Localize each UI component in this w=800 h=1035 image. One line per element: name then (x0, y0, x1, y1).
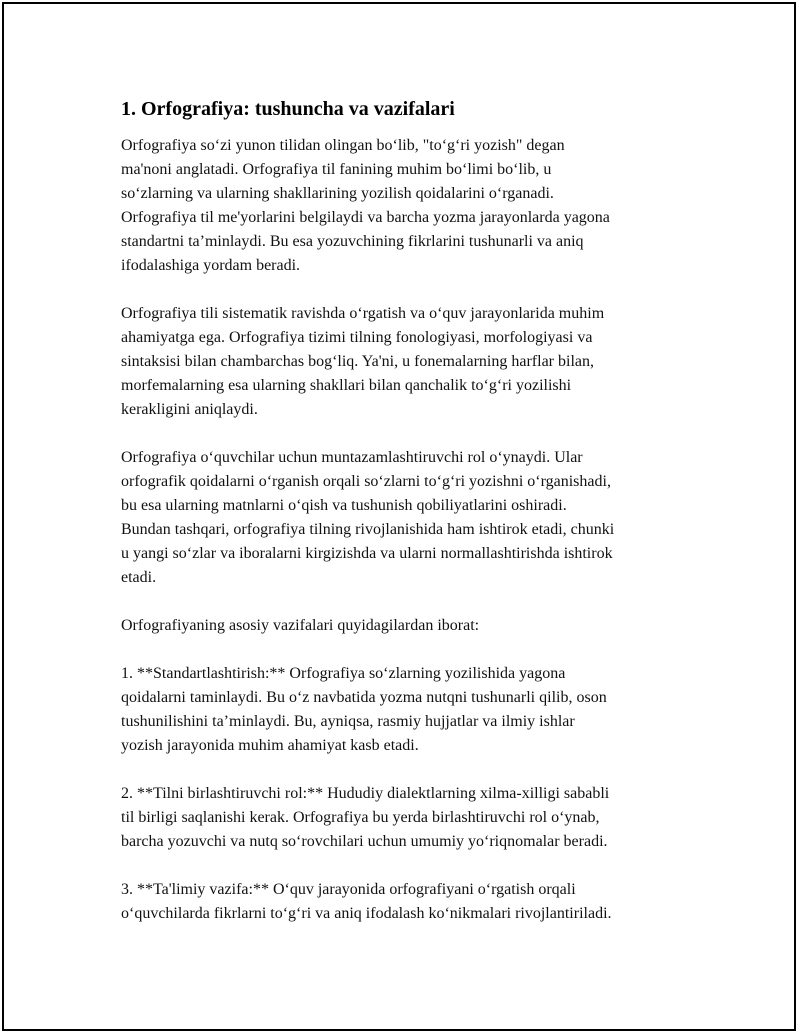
text-line: orfografik qoidalarni o‘rganish orqali so‘zlarni to‘g‘ri yozishni o‘rganishadi, (121, 473, 611, 490)
text-line: Orfografiyaning asosiy vazifalari quyidagilardan iborat: (121, 617, 480, 634)
text-line: ma'noni anglatadi. Orfografiya til fanining muhim bo‘limi bo‘lib, u (121, 161, 552, 178)
text-line: 1. **Standartlashtirish:** Orfografiya so‘zlarning yozilishida yagona (121, 665, 566, 682)
text-line: ahamiyatga ega. Orfografiya tizimi tilning fonologiyasi, morfologiyasi va (121, 329, 593, 346)
text-line: u yangi so‘zlar va iboralarni kirgizishda va ularni normallashtirishda ishtirok (121, 545, 613, 562)
text-line: 3. **Ta'limiy vazifa:** O‘quv jarayonida orfografiyani o‘rgatish orqali (121, 881, 576, 898)
text-line: Bundan tashqari, orfografiya tilning rivojlanishida ham ishtirok etadi, chunki (121, 521, 615, 538)
text-line: qoidalarni taminlaydi. Bu o‘z navbatida yozma nutqni tushunarli qilib, oson (121, 689, 607, 706)
text-line: 2. **Tilni birlashtiruvchi rol:** Hududiy dialektlarning xilma-xilligi sababli (121, 785, 610, 802)
list-item-unifying-role (121, 782, 691, 854)
text-line: standartni ta’minlaydi. Bu esa yozuvchining fikrlarini tushunarli va aniq (121, 233, 584, 250)
document-body (121, 96, 691, 950)
paragraph-system (121, 302, 691, 422)
text-line: o‘quvchilarda fikrlarni to‘g‘ri va aniq ifodalash ko‘nikmalari rivojlantiriladi. (121, 905, 612, 922)
text-line: Orfografiya til me'yorlarini belgilaydi va barcha yozma jarayonlarda yagona (121, 209, 610, 226)
text-line: barcha yozuvchi va nutq so‘rovchilari uchun umumiy yo‘riqnomalar beradi. (121, 833, 608, 850)
list-item-standardization (121, 662, 691, 758)
paragraph-tasks-intro (121, 614, 691, 638)
text-line: morfemalarning esa ularning shakllari bilan qanchalik to‘g‘ri yozilishi (121, 377, 572, 394)
document-title: 1. Orfografiya: tushuncha va vazifalari (121, 98, 455, 120)
text-line: ifodalashiga yordam beradi. (121, 257, 301, 274)
paragraph-definition (121, 134, 691, 278)
text-line: Orfografiya so‘zi yunon tilidan olingan bo‘lib, "to‘g‘ri yozish" degan (121, 137, 565, 154)
page-border (2, 2, 796, 1031)
text-line: etadi. (121, 569, 157, 586)
paragraph-students (121, 446, 691, 590)
text-line: yozish jarayonida muhim ahamiyat kasb etadi. (121, 737, 419, 754)
text-line: tushunilishini ta’minlaydi. Bu, ayniqsa, rasmiy hujjatlar va ilmiy ishlar (121, 713, 575, 730)
text-line: Orfografiya tili sistematik ravishda o‘rgatish va o‘quv jarayonlarida muhim (121, 305, 605, 322)
text-line: so‘zlarning va ularning shakllarining yozilish qoidalarini o‘rganadi. (121, 185, 554, 202)
text-line: Orfografiya o‘quvchilar uchun muntazamlashtiruvchi rol o‘ynaydi. Ular (121, 449, 583, 466)
text-line: sintaksisi bilan chambarchas bog‘liq. Ya'ni, u fonemalarning harflar bilan, (121, 353, 594, 370)
text-line: bu esa ularning matnlarni o‘qish va tushunish qobiliyatlarini oshiradi. (121, 497, 567, 514)
text-line: kerakligini aniqlaydi. (121, 401, 258, 418)
text-line: til birligi saqlanishi kerak. Orfografiya bu yerda birlashtiruvchi rol o‘ynab, (121, 809, 600, 826)
list-item-educational-task (121, 878, 691, 926)
